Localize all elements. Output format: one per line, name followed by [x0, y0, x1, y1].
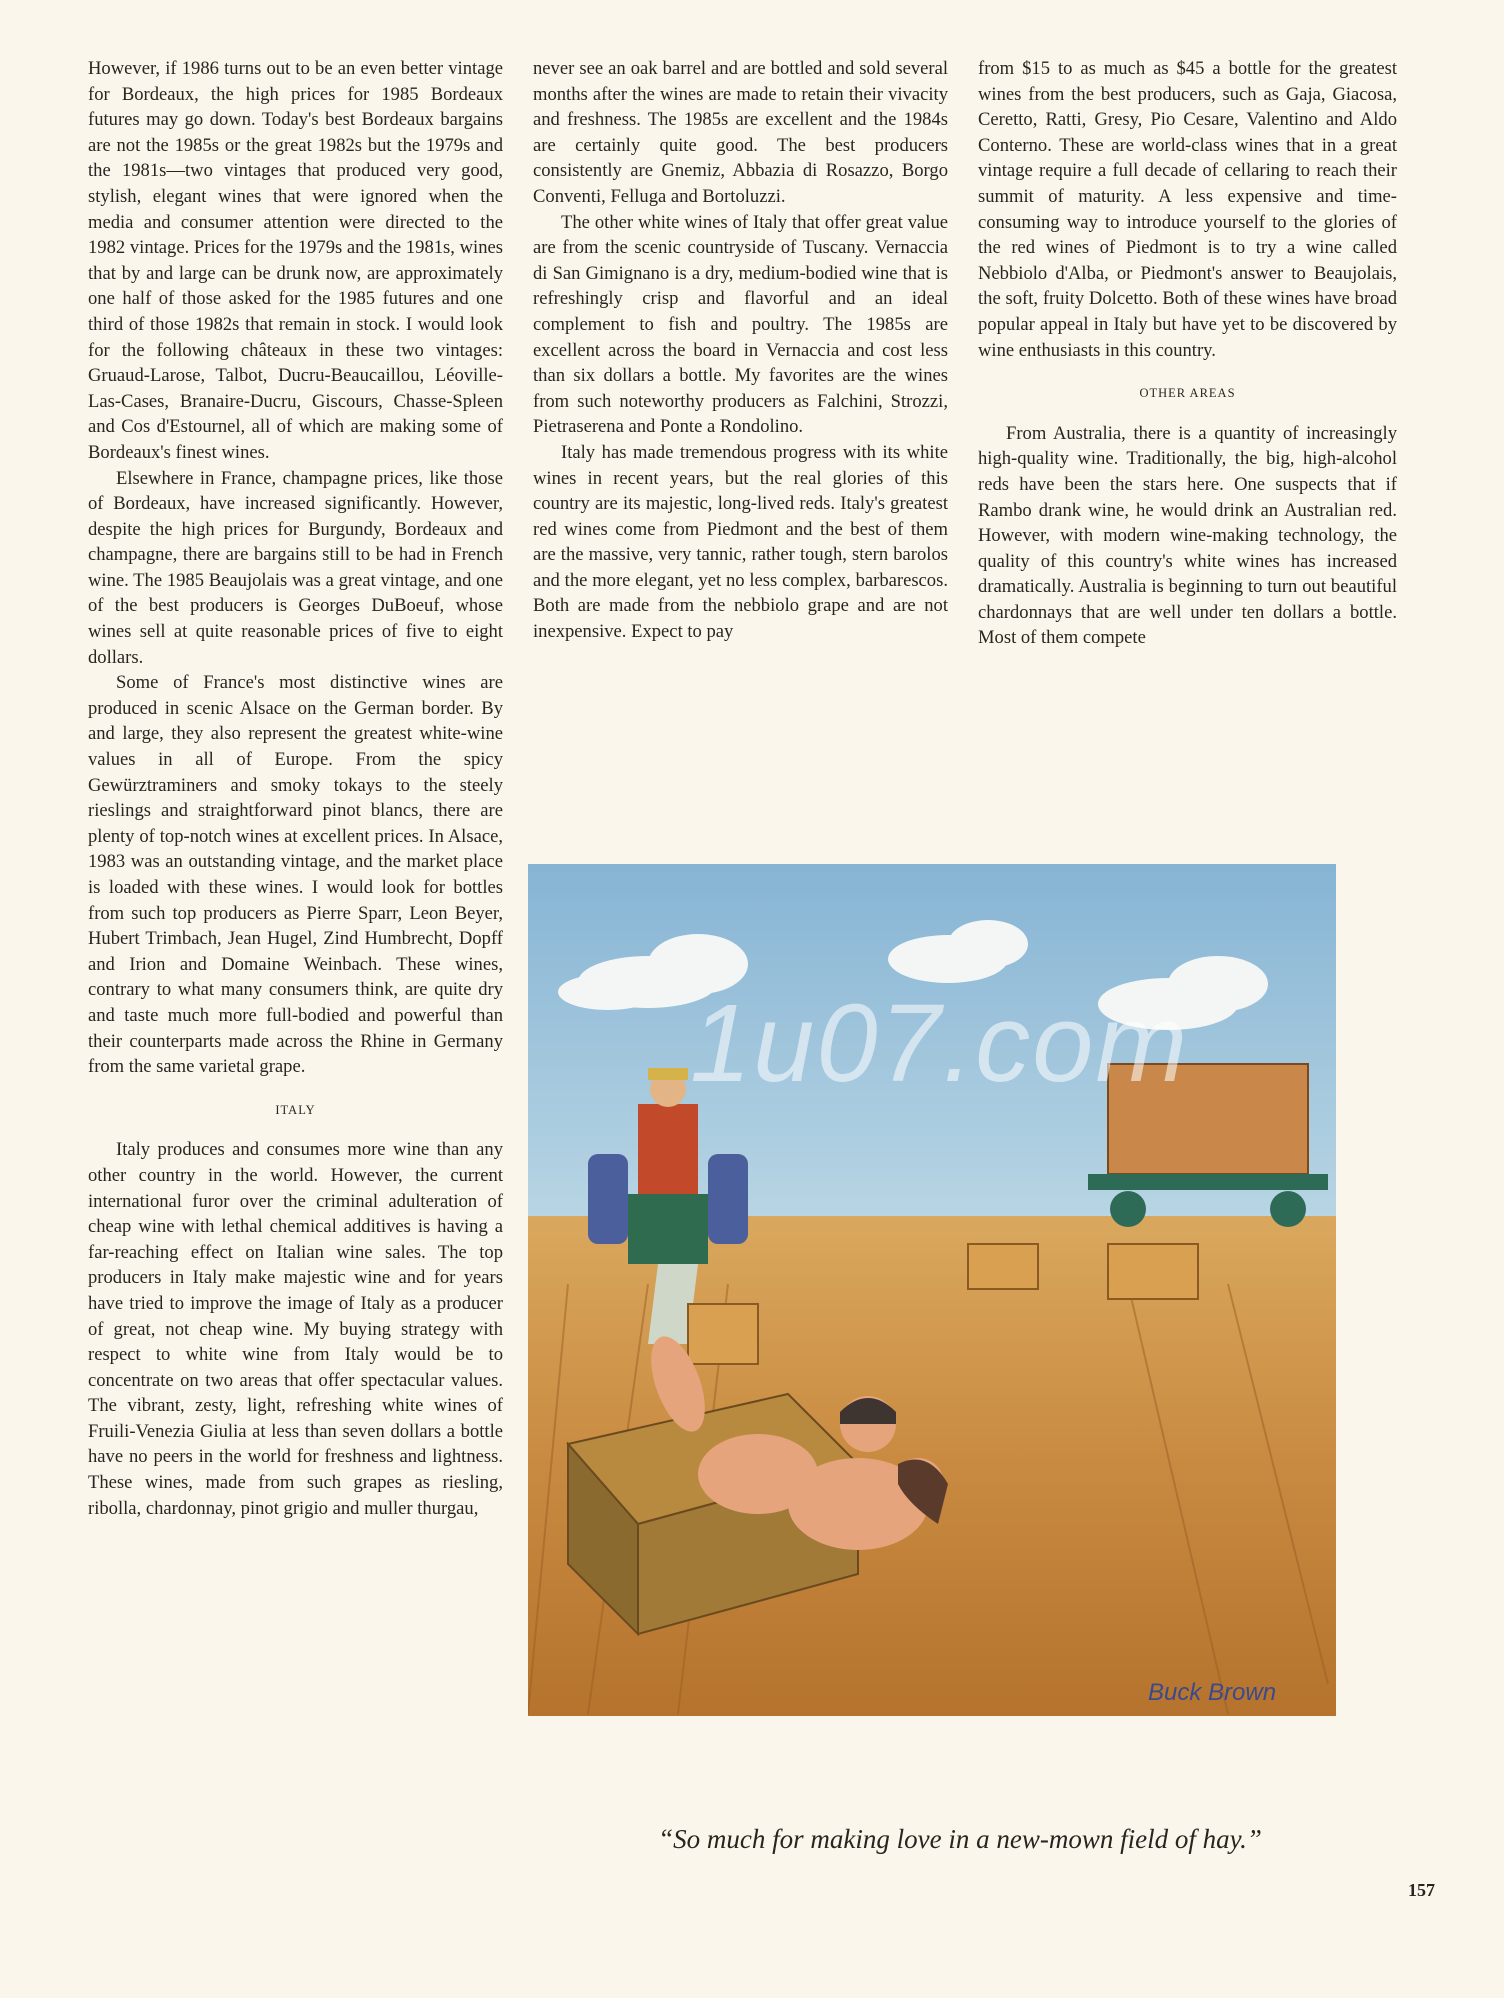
text-column-3	[978, 56, 1397, 651]
text-column-2	[533, 56, 948, 645]
page-number: 157	[1408, 1880, 1435, 1900]
paragraph: The other white wines of Italy that offer great value are from the scenic countryside of Tuscany. Vernaccia di San Gimignano is a dry, medium-bodied wine that is refreshingly crisp and flavorful and an ideal complement to fish and poultry. The 1985s are excellent across the board in Vernaccia and cost less than six dollars a bottle. My favorites are the wines from such noteworthy producers as Falchini, Strozzi, Pietraserena and Ponte a Rondolino.	[533, 211, 948, 438]
hay-bale	[688, 1304, 758, 1364]
hay-bale	[1108, 1244, 1198, 1299]
paragraph: From Australia, there is a quantity of increasingly high-quality wine. Traditionally, the big, high-alcohol reds have been the stars here. One suspects that if Rambo drank wine, he would drink an Australian red. However, with modern wine-making technology, the quality of this country's white wines has increased dramatically. Australia is beginning to turn out beautiful chardonnays that are well under ten dollars a bottle. Most of them compete	[978, 422, 1397, 649]
paragraph: Italy produces and consumes more wine than any other country in the world. However, the current international furor over the criminal adulteration of cheap wine with lethal chemical additives is having a far-reaching effect on Italian wine sales. The top producers in Italy make majestic wine and for years have tried to improve the image of Italy as a producer of great, not cheap wine. My buying strategy with respect to white wine from Italy would be to concentrate on two areas that offer spectacular values. The vibrant, zesty, light, refreshing white wines of Fruili-Venezia Giulia at less than seven dollars a bottle have no peers in the world for freshness and lightness. These wines, made from such grapes as riesling, ribolla, chardonnay, pinot grigio and muller thurgau,	[88, 1139, 503, 1519]
paragraph: never see an oak barrel and are bottled and sold several months after the wines are made to retain their vivacity and freshness. The 1985s are excellent and the 1984s are certainly quite good. The best producers consistently are Gnemiz, Abbazia di Rosazzo, Borgo Conventi, Felluga and Bortoluzzi.	[533, 58, 948, 207]
paragraph: Italy has made tremendous progress with its white wines in recent years, but the real glories of this country are its majestic, long-lived reds. Italy's greatest red wines come from Piedmont and the best of them are the massive, very tannic, rather tough, stern barolos and the more elegant, yet no less complex, barbarescos. Both are made from the nebbiolo grape and are not inexpensive. Expect to pay	[533, 441, 948, 643]
cartoon-caption: “So much for making love in a new-mown field of hay.”	[658, 1824, 1262, 1854]
hay-bale	[968, 1244, 1038, 1289]
section-heading-italy: ITALY	[275, 1102, 316, 1117]
section-heading-other-areas: OTHER AREAS	[1139, 386, 1236, 401]
paragraph: However, if 1986 turns out to be an even better vintage for Bordeaux, the high prices for 1985 Bordeaux futures may go down. Today's best Bordeaux bargains are not the 1985s or the great 1982s but the 1979s and the 1981s—two vintages that produced very good, stylish, elegant wines that were ignored when the media and consumer attention were directed to the 1982 vintage. Prices for the 1979s and the 1981s, wines that by and large can be drunk now, are approximately one half of those asked for the 1985 futures and one third of those 1982s that remain in stock. I would look for the following châteaux in these two vintages: Gruaud-Larose, Talbot, Ducru-Beaucaillou, Léoville-Las-Cases, Branaire-Ducru, Giscours, Chasse-Spleen and Cos d'Estournel, all of which are making some of Bordeaux's finest wines.	[88, 58, 503, 463]
paragraph: from $15 to as much as $45 a bottle for the greatest wines from the best producers, such as Gaja, Giacosa, Ceretto, Ratti, Gresy, Pio Cesare, Valentino and Aldo Conterno. These are world-class wines that in a great vintage require a full decade of cellaring to reach their summit of maturity. A less expensive and time-consuming way to introduce yourself to the glories of the red wines of Piedmont is to try a wine called Nebbiolo d'Alba, or Piedmont's answer to Beaujolais, the soft, fruity Dolcetto. Both of these wines have broad popular appeal in Italy but have yet to be discovered by wine enthusiasts in this country.	[978, 58, 1397, 361]
artist-signature: Buck Brown	[1148, 1679, 1277, 1706]
watermark: 1u07.com	[690, 982, 1190, 1105]
text-column-1	[88, 56, 503, 1521]
paragraph: Some of France's most distinctive wines are produced in scenic Alsace on the German border. By and large, they also represent the greatest white-wine values in all of Europe. From the spicy Gewürztraminers and smoky tokays to the steely rieslings and straightforward pinot blancs, there are plenty of top-notch wines at excellent prices. In Alsace, 1983 was an outstanding vintage, and the market place is loaded with these wines. I would look for bottles from such top producers as Pierre Sparr, Leon Beyer, Hubert Trimbach, Jean Hugel, Zind Humbrecht, Dopff and Irion and Domaine Weinbach. These wines, contrary to what many consumers think, are quite dry and taste much more full-bodied and powerful than their counterparts made across the Rhine in Germany from the same varietal grape.	[88, 672, 503, 1078]
paragraph: Elsewhere in France, champagne prices, like those of Bordeaux, have increased significantly. However, despite the high prices for Burgundy, Bordeaux and champagne, there are bargains still to be had in French wine. The 1985 Beaujolais was a great vintage, and one of the best producers is Georges DuBoeuf, whose wines sell at quite reasonable prices of five to eight dollars.	[88, 467, 503, 668]
